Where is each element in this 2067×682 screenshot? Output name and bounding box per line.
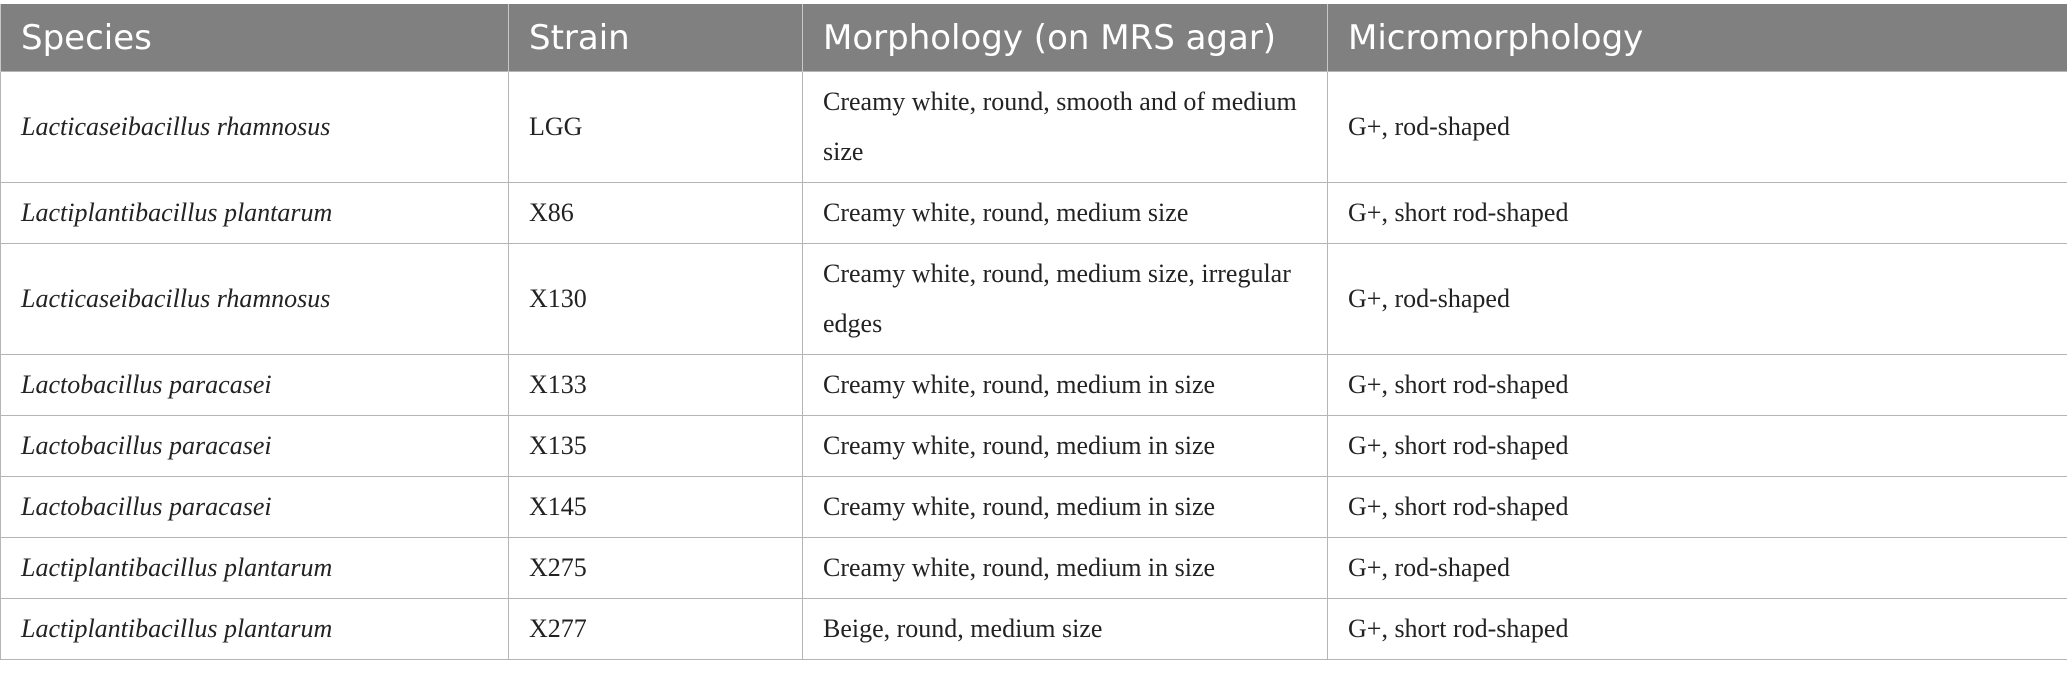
table-row (1, 355, 2067, 416)
cell-strain: X275 (509, 538, 803, 599)
cell-morphology: Creamy white, round, medium in size (803, 538, 1328, 599)
cell-micromorphology: G+, rod-shaped (1328, 538, 2067, 599)
cell-strain: X277 (509, 599, 803, 660)
table-header-row (1, 4, 2067, 72)
cell-micromorphology: G+, rod-shaped (1328, 72, 2067, 183)
table-row (1, 599, 2067, 660)
cell-micromorphology: G+, short rod-shaped (1328, 599, 2067, 660)
header-species: Species (1, 4, 509, 72)
cell-micromorphology: G+, rod-shaped (1328, 244, 2067, 355)
cell-micromorphology: G+, short rod-shaped (1328, 477, 2067, 538)
header-morphology: Morphology (on MRS agar) (803, 4, 1328, 72)
table-row (1, 244, 2067, 355)
table-row (1, 416, 2067, 477)
table-row (1, 477, 2067, 538)
cell-morphology: Creamy white, round, smooth and of medium size (803, 72, 1328, 183)
cell-strain: X130 (509, 244, 803, 355)
table-row (1, 72, 2067, 183)
cell-micromorphology: G+, short rod-shaped (1328, 355, 2067, 416)
cell-micromorphology: G+, short rod-shaped (1328, 416, 2067, 477)
cell-strain: X86 (509, 183, 803, 244)
header-micromorphology: Micromorphology (1328, 4, 2067, 72)
data-table-container (0, 4, 2067, 660)
cell-micromorphology: G+, short rod-shaped (1328, 183, 2067, 244)
cell-species: Lactiplantibacillus plantarum (1, 538, 509, 599)
cell-species: Lactobacillus paracasei (1, 416, 509, 477)
cell-species: Lactiplantibacillus plantarum (1, 183, 509, 244)
cell-strain: X145 (509, 477, 803, 538)
header-strain: Strain (509, 4, 803, 72)
cell-morphology: Creamy white, round, medium in size (803, 355, 1328, 416)
cell-species: Lactiplantibacillus plantarum (1, 599, 509, 660)
cell-morphology: Beige, round, medium size (803, 599, 1328, 660)
cell-species: Lactobacillus paracasei (1, 355, 509, 416)
strain-morphology-table (0, 4, 2067, 660)
cell-morphology: Creamy white, round, medium size (803, 183, 1328, 244)
cell-species: Lacticaseibacillus rhamnosus (1, 244, 509, 355)
table-row (1, 538, 2067, 599)
cell-species: Lacticaseibacillus rhamnosus (1, 72, 509, 183)
cell-morphology: Creamy white, round, medium size, irregular edges (803, 244, 1328, 355)
cell-morphology: Creamy white, round, medium in size (803, 477, 1328, 538)
table-row (1, 183, 2067, 244)
cell-strain: LGG (509, 72, 803, 183)
cell-species: Lactobacillus paracasei (1, 477, 509, 538)
cell-strain: X133 (509, 355, 803, 416)
cell-strain: X135 (509, 416, 803, 477)
cell-morphology: Creamy white, round, medium in size (803, 416, 1328, 477)
